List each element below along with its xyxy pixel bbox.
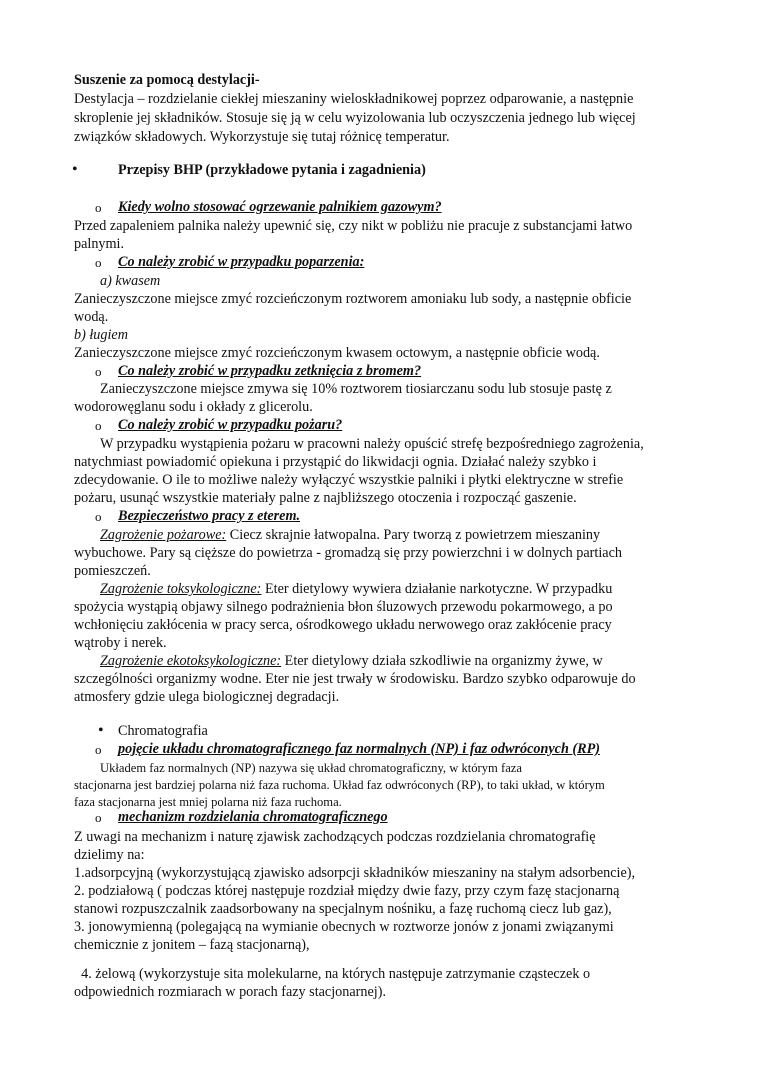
bhp-q4-line-1: W przypadku wystąpienia pożaru w pracowni należy opuścić strefę bezpośredniego zagrożenia, <box>100 436 644 452</box>
bhp-q3-line-1: Zanieczyszczone miejsce zmywa się 10% roztworem tiosiarczanu sodu lub stosuje pastę z <box>100 381 612 397</box>
q5-bullet: o <box>95 509 102 524</box>
fire-hazard-line-1 <box>100 527 600 544</box>
fire-hazard-line-2: wybuchowe. Pary są cięższe do powietrza - gromadzą się przy powierzchni i w dolnych partiach <box>74 545 622 561</box>
chroma-q1-line-2: stacjonarna jest bardziej polarna niż faza ruchoma. Układ faz odwróconych (RP), to taki układ, w którym <box>74 778 605 792</box>
bhp-q2-a-label: a) kwasem <box>100 273 161 289</box>
distillation-line-1: Destylacja – rozdzielanie ciekłej mieszaniny wieloskładnikowej poprzez odparowanie, a następnie <box>74 91 634 107</box>
chroma-q2-question: mechanizm rozdzielania chromatograficznego <box>118 809 388 825</box>
fire-hazard-text: Ciecz skrajnie łatwopalna. Pary tworzą z powietrzem mieszaniny <box>226 527 601 543</box>
tox-hazard-line-3: wchłonięciu zakłócenia w pracy serca, ośrodkowego układu nerwowego oraz zakłócenie pracy <box>74 617 612 633</box>
bhp-q1-line-2: palnymi. <box>74 236 125 252</box>
eco-hazard-line-3: atmosfery gdzie ulega biologicznej degradacji. <box>74 689 340 705</box>
bhp-q3-question: Co należy zrobić w przypadku zetknięcia z bromem? <box>118 363 422 379</box>
q2-bullet: o <box>95 255 102 270</box>
bhp-q4-line-3: zdecydowanie. O ile to możliwe należy wyłączyć wszystkie palniki i płytki elektryczne w strefie <box>74 472 624 488</box>
chroma-q2-line-2: dzielimy na: <box>74 847 145 863</box>
chroma-heading: Chromatografia <box>118 723 208 739</box>
fire-hazard-label: Zagrożenie pożarowe: <box>100 527 227 543</box>
bhp-q5-question: Bezpieczeństwo pracy z eterem. <box>118 508 301 524</box>
bhp-q2-a-line-2: wodą. <box>74 309 109 325</box>
chroma-q1-question: pojęcie układu chromatograficznego faz normalnych (NP) i faz odwróconych (RP) <box>118 741 600 757</box>
eco-hazard-line-1 <box>100 653 603 670</box>
tox-hazard-line-1 <box>100 581 612 598</box>
bhp-q2-b-label: b) ługiem <box>74 327 128 343</box>
chroma-bullet: • <box>98 722 104 739</box>
eco-hazard-line-2: szczególności organizmy wodne. Eter nie jest trwały w środowisku. Bardzo szybko odparowuje do <box>74 671 636 687</box>
q1-bullet: o <box>95 200 102 215</box>
chroma-q2-line-5: stanowi rozpuszczalnik zaadsorbowany na specjalnym nośniku, a fazę ruchomą ciecz lub gaz), <box>74 901 612 917</box>
chroma-q2-line-6: 3. jonowymienną (polegającą na wymianie obecnych w roztworze jonów z jonami związanymi <box>74 919 614 935</box>
chroma-q2-line-1: Z uwagi na mechanizm i naturę zjawisk zachodzących podczas rozdzielania chromatografię <box>74 829 596 845</box>
bhp-heading: Przepisy BHP (przykładowe pytania i zagadnienia) <box>118 162 426 178</box>
distillation-line-3: związków składowych. Wykorzystuje się tutaj różnicę temperatur. <box>74 129 450 145</box>
bhp-q2-a-line-1: Zanieczyszczone miejsce zmyć rozcieńczonym roztworem amoniaku lub sody, a następnie obficie <box>74 291 632 307</box>
chroma-q2-line-8: 4. żelową (wykorzystuje sita molekularne, na których następuje zatrzymanie cząsteczek o <box>74 966 591 982</box>
eco-hazard-text: Eter dietylowy działa szkodliwie na organizmy żywe, w <box>281 653 603 669</box>
chroma-q2-line-9: odpowiednich rozmiarach w porach fazy stacjonarnej). <box>74 984 386 1000</box>
chroma-q2-line-7: chemicznie z jonitem – fazą stacjonarną), <box>74 937 310 953</box>
bhp-q4-line-2: natychmiast powiadomić opiekuna i przystąpić do likwidacji ognia. Działać należy szybko i <box>74 454 597 470</box>
chroma-q2-line-3: 1.adsorpcyjną (wykorzystującą zjawisko adsorpcji składników mieszaniny na stałym adsorbencie), <box>74 865 636 881</box>
distillation-line-2: skroplenie jej składników. Stosuje się ją w celu wyizolowania lub oczyszczenia jednego lub więcej <box>74 110 636 126</box>
chroma-q1-line-1: Układem faz normalnych (NP) nazywa się układ chromatograficzny, w którym faza <box>100 761 522 775</box>
tox-hazard-line-4: wątroby i nerek. <box>74 635 167 651</box>
chroma-q1-bullet: o <box>95 742 102 757</box>
bhp-q1-line-1: Przed zapaleniem palnika należy upewnić się, czy nikt w pobliżu nie pracuje z substancjami łatwo <box>74 218 633 234</box>
bhp-q1-question: Kiedy wolno stosować ogrzewanie palnikiem gazowym? <box>118 199 442 215</box>
tox-hazard-text: Eter dietylowy wywiera działanie narkotyczne. W przypadku <box>261 581 613 597</box>
chroma-q2-bullet: o <box>95 810 102 825</box>
bhp-q4-line-4: pożaru, usunąć wszystkie materiały palne z najbliższego otoczenia i rozpocząć gaszenie. <box>74 490 577 506</box>
tox-hazard-label: Zagrożenie toksykologiczne: <box>100 581 262 597</box>
fire-hazard-line-3: pomieszczeń. <box>74 563 151 579</box>
bhp-q3-line-2: wodorowęglanu sodu i okłady z glicerolu. <box>74 399 313 415</box>
tox-hazard-line-2: spożycia wystąpią objawy silnego podrażnienia błon śluzowych przewodu pokarmowego, a po <box>74 599 613 615</box>
eco-hazard-label: Zagrożenie ekotoksykologiczne: <box>100 653 282 669</box>
chroma-q1-line-3: faza stacjonarna jest mniej polarna niż faza ruchoma. <box>74 795 342 809</box>
q4-bullet: o <box>95 418 102 433</box>
bhp-q4-question: Co należy zrobić w przypadku pożaru? <box>118 417 343 433</box>
bhp-q2-b-line-1: Zanieczyszczone miejsce zmyć rozcieńczonym kwasem octowym, a następnie obficie wodą. <box>74 345 600 361</box>
q3-bullet: o <box>95 364 102 379</box>
distillation-heading: Suszenie za pomocą destylacji- <box>74 72 260 88</box>
bhp-bullet: • <box>72 161 78 178</box>
chroma-q2-line-4: 2. podziałową ( podczas której następuje rozdział między dwie fazy, przy czym fazę stacjonarną <box>74 883 620 899</box>
bhp-q2-question: Co należy zrobić w przypadku poparzenia: <box>118 254 365 270</box>
